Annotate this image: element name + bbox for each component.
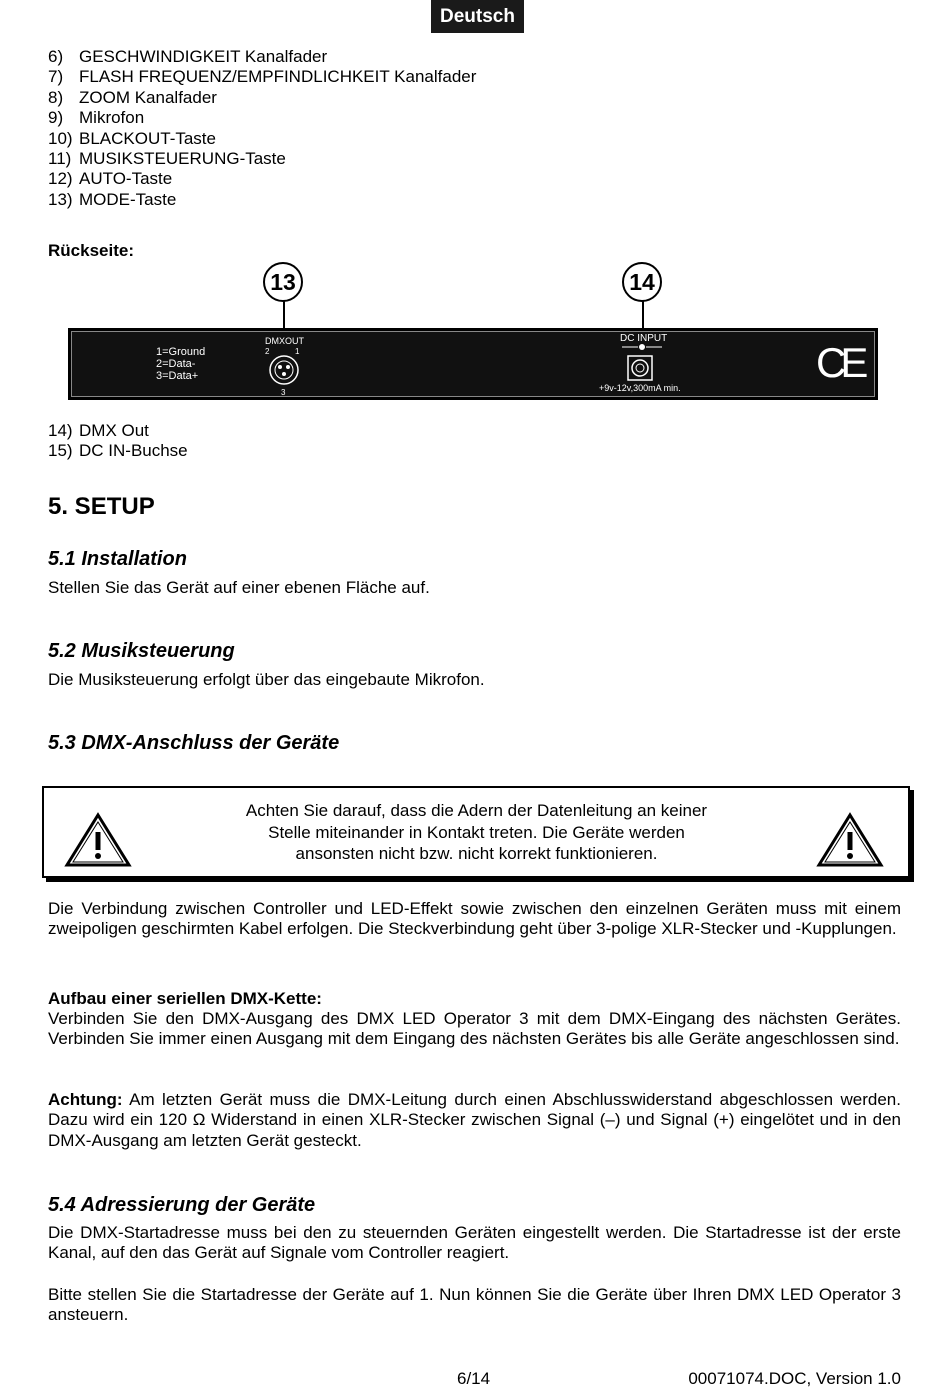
section-5-4-paragraph-2: Bitte stellen Sie die Startadresse der Geräte auf 1. Nun können Sie die Geräte über Ihren DMX LED Operator 3 ansteuern.: [48, 1285, 901, 1325]
warning-triangle-icon: [64, 812, 132, 868]
section-5-1-text: Stellen Sie das Gerät auf einer ebenen Fläche auf.: [48, 578, 430, 597]
list-item: [48, 108, 476, 128]
callout-14: 14: [622, 262, 662, 302]
callout-13: 13: [263, 262, 303, 302]
section-5-2-text: Die Musiksteuerung erfolgt über das eingebaute Mikrofon.: [48, 670, 485, 689]
list-item: [48, 441, 188, 461]
list-item-number: 11): [48, 149, 72, 169]
list-item-label: DMX Out: [79, 421, 149, 440]
dc-jack-icon: [618, 343, 668, 383]
warning-box: [42, 786, 910, 878]
list-item-number: 9): [48, 108, 64, 128]
rear-panel-diagram: [68, 328, 878, 400]
pin-data-plus-label: 3=Data+: [156, 370, 199, 382]
list-item-number: 7): [48, 67, 64, 87]
document-id: 00071074.DOC, Version 1.0: [688, 1369, 901, 1388]
list-item: [48, 169, 476, 189]
list-item-label: FLASH FREQUENZ/EMPFINDLICHKEIT Kanalfader: [79, 67, 477, 87]
section-5-3-paragraph: Die Verbindung zwischen Controller und LED-Effekt sowie zwischen den einzelnen Geräten muss mit einem zweipoligen geschirmten Kabel erfolgen. Die Steckverbindung geht über 3-polige XLR-Stecker und -Kupplungen.: [48, 899, 901, 939]
list-item: [48, 149, 476, 169]
list-item: [48, 67, 476, 87]
rear-heading: Rückseite:: [48, 241, 134, 260]
dc-input-label: DC INPUT: [620, 333, 668, 344]
callout-line-13: [283, 300, 285, 328]
list-item-number: 8): [48, 87, 64, 107]
chain-heading: Aufbau einer seriellen DMX-Kette:: [48, 989, 322, 1008]
language-badge: Deutsch: [431, 0, 524, 33]
warning-line-3: ansonsten nicht bzw. nicht korrekt funktionieren.: [295, 844, 658, 863]
section-5-3-title: 5.3 DMX-Anschluss der Geräte: [48, 732, 340, 754]
section-5-2-title: 5.2 Musiksteuerung: [48, 640, 235, 662]
list-item: [48, 88, 476, 108]
section-title-setup: 5. SETUP: [48, 493, 155, 520]
xlr-pin-3-label: 3: [281, 388, 286, 397]
list-item-number: 6): [48, 47, 64, 66]
list-item-label: Mikrofon: [79, 108, 145, 128]
callout-line-14: [642, 300, 644, 328]
list-item: [48, 47, 476, 67]
dmx-out-label: DMXOUT: [265, 336, 304, 346]
list-item: [48, 129, 476, 149]
list-item-number: 15): [48, 441, 73, 461]
list-item-label: AUTO-Taste: [79, 169, 173, 189]
list-item-number: 14): [48, 421, 73, 440]
xlr-pin-2-label: 2: [265, 347, 270, 356]
pin-ground-label: 1=Ground: [156, 346, 206, 358]
list-item-label: GESCHWINDIGKEIT Kanalfader: [79, 47, 328, 66]
list-item-label: DC IN-Buchse: [79, 441, 188, 461]
page-number: 6/14: [457, 1369, 491, 1388]
section-5-4-title: 5.4 Adressierung der Geräte: [48, 1194, 316, 1216]
section-5-1-title: 5.1 Installation: [48, 548, 187, 570]
list-item-label: ZOOM Kanalfader: [79, 87, 217, 107]
chain-paragraph: Verbinden Sie den DMX-Ausgang des DMX LED Operator 3 mit dem DMX-Eingang des nächsten Gerätes. Verbinden Sie immer einen Ausgang mit dem Eingang des nächsten Gerätes bis alle Geräte angeschlossen sind.: [48, 1009, 901, 1049]
section-5-4-paragraph-1: Die DMX-Startadresse muss bei den zu steuernden Geräten eingestellt werden. Die Startadresse ist der erste Kanal, auf den das Gerät auf Signale vom Controller reagiert.: [48, 1223, 901, 1263]
warning-triangle-icon: [816, 812, 884, 868]
ce-mark: CE: [816, 339, 863, 386]
list-item-label: BLACKOUT-Taste: [79, 128, 216, 148]
list-item-label: MUSIKSTEUERUNG-Taste: [79, 149, 286, 169]
front-panel-item-list: [48, 47, 476, 210]
list-item-label: MODE-Taste: [79, 189, 177, 209]
attention-text: Am letzten Gerät muss die DMX-Leitung durch einen Abschlusswiderstand abgeschlossen werden. Dazu wird ein 120 Ω Widerstand in einen XLR-Stecker zwischen Signal (–) und Signal (+) eingelötet und in den DMX-Ausgang am letzten Gerät gesteckt.: [48, 1090, 901, 1150]
list-item-number: 13): [48, 189, 73, 209]
xlr-connector-icon: [266, 352, 302, 388]
warning-line-2: Stelle miteinander in Kontakt treten. Die Geräte werden: [268, 822, 685, 842]
rear-panel-item-list: [48, 421, 188, 462]
attention-label: Achtung:: [48, 1090, 123, 1109]
warning-line-1: Achten Sie darauf, dass die Adern der Datenleitung an keiner: [245, 801, 708, 820]
list-item-number: 10): [48, 128, 73, 148]
list-item-number: 12): [48, 169, 73, 189]
pin-data-minus-label: 2=Data-: [156, 358, 196, 370]
list-item: [48, 421, 188, 441]
attention-paragraph: [48, 1090, 901, 1151]
dc-spec-label: +9v-12v,300mA min.: [599, 383, 681, 393]
list-item: [48, 190, 476, 210]
xlr-pin-1-label: 1: [295, 347, 300, 356]
